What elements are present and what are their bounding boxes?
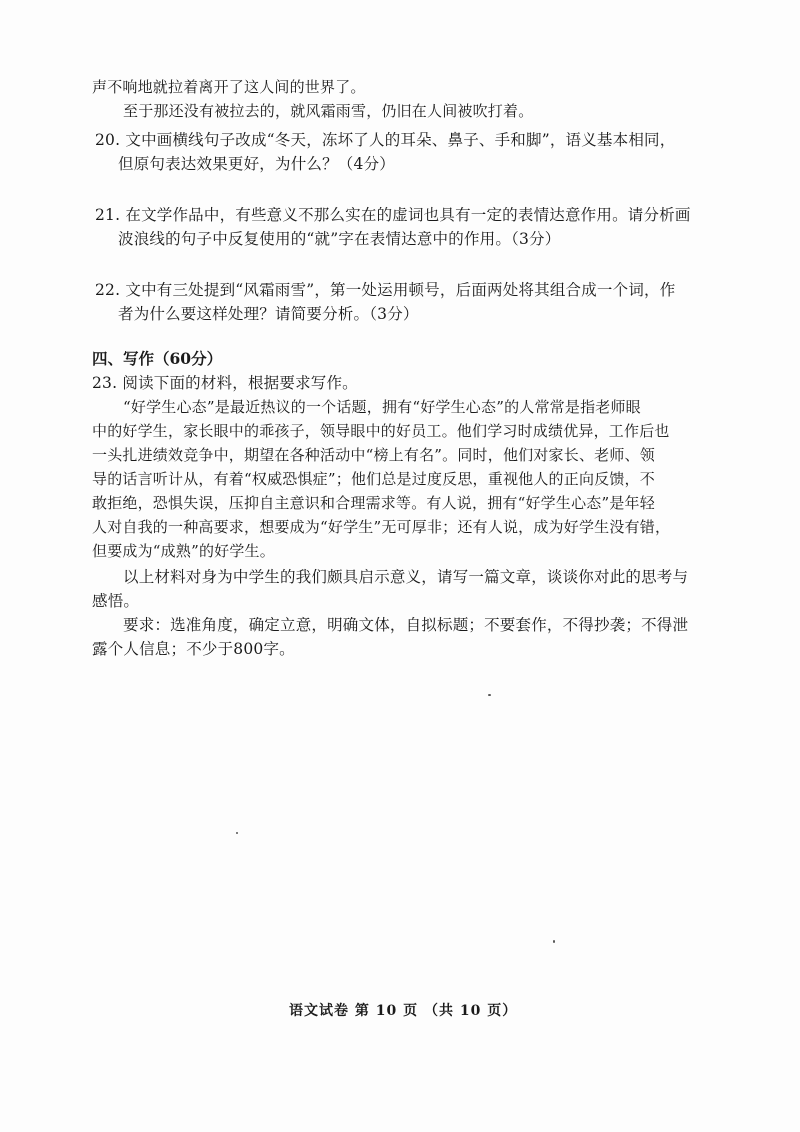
requirements-line: 露个人信息；不少于800字。 <box>92 640 295 658</box>
material-line: “好学生心态”是最近热议的一个话题，拥有“好学生心态”的人常常是指老师眼 <box>123 398 641 416</box>
question-20-line-1: 20. 文中画横线句子改成“冬天，冻坏了人的耳朵、鼻子、手和脚”，语义基本相同， <box>95 131 676 149</box>
passage-line-1: 声不响地就拉着离开了这人间的世界了。 <box>92 78 366 96</box>
material-line: 一头扎进绩效竞争中，期望在各种活动中“榜上有名”。同时，他们对家长、老师、领 <box>92 446 655 464</box>
material-line: 导的话言听计从，有着“权威恐惧症”；他们总是过度反思，重视他人的正向反馈，不 <box>92 470 655 488</box>
prompt-line: 感悟。 <box>92 592 140 610</box>
scan-speck <box>553 940 555 943</box>
question-22-line-1: 22. 文中有三处提到“风霜雨雪”，第一处运用顿号，后面两处将其组合成一个词，作 <box>95 281 676 299</box>
question-22-line-2: 者为什么要这样处理？请简要分析。（3分） <box>118 305 419 323</box>
material-line: 人对自我的一种高要求，想要成为“好学生”无可厚非；还有人说，成为好学生没有错， <box>92 518 671 536</box>
question-21-line-2: 波浪线的句子中反复使用的“就”字在表情达意中的作用。（3分） <box>118 230 561 248</box>
scan-speck <box>236 832 238 834</box>
requirements-line: 要求：选准角度，确定立意，明确文体，自拟标题；不要套作，不得抄袭；不得泄 <box>123 616 689 634</box>
writing-section-title: 四、写作（60分） <box>92 349 223 368</box>
question-23: 23. 阅读下面的材料，根据要求写作。 <box>92 374 358 392</box>
material-line: 中的好学生，家长眼中的乖孩子，领导眼中的好员工。他们学习时成绩优异，工作后也 <box>92 422 670 440</box>
question-21-line-1: 21. 在文学作品中，有些意义不那么实在的虚词也具有一定的表情达意作用。请分析画 <box>95 206 691 224</box>
prompt-line: 以上材料对身为中学生的我们颇具启示意义，请写一篇文章，谈谈你对此的思考与 <box>123 568 689 586</box>
passage-line-2: 至于那还没有被拉去的，就风霜雨雪，仍旧在人间被吹打着。 <box>123 102 534 120</box>
question-20-line-2: 但原句表达效果更好，为什么？（4分） <box>118 155 395 173</box>
page-footer: 语文试卷 第 10 页 （共 10 页） <box>289 1003 518 1019</box>
material-line: 敢拒绝，恐惧失误，压抑自主意识和合理需求等。有人说，拥有“好学生心态”是年轻 <box>92 494 655 512</box>
scan-speck <box>488 694 491 696</box>
material-line: 但要成为“成熟”的好学生。 <box>92 542 275 560</box>
